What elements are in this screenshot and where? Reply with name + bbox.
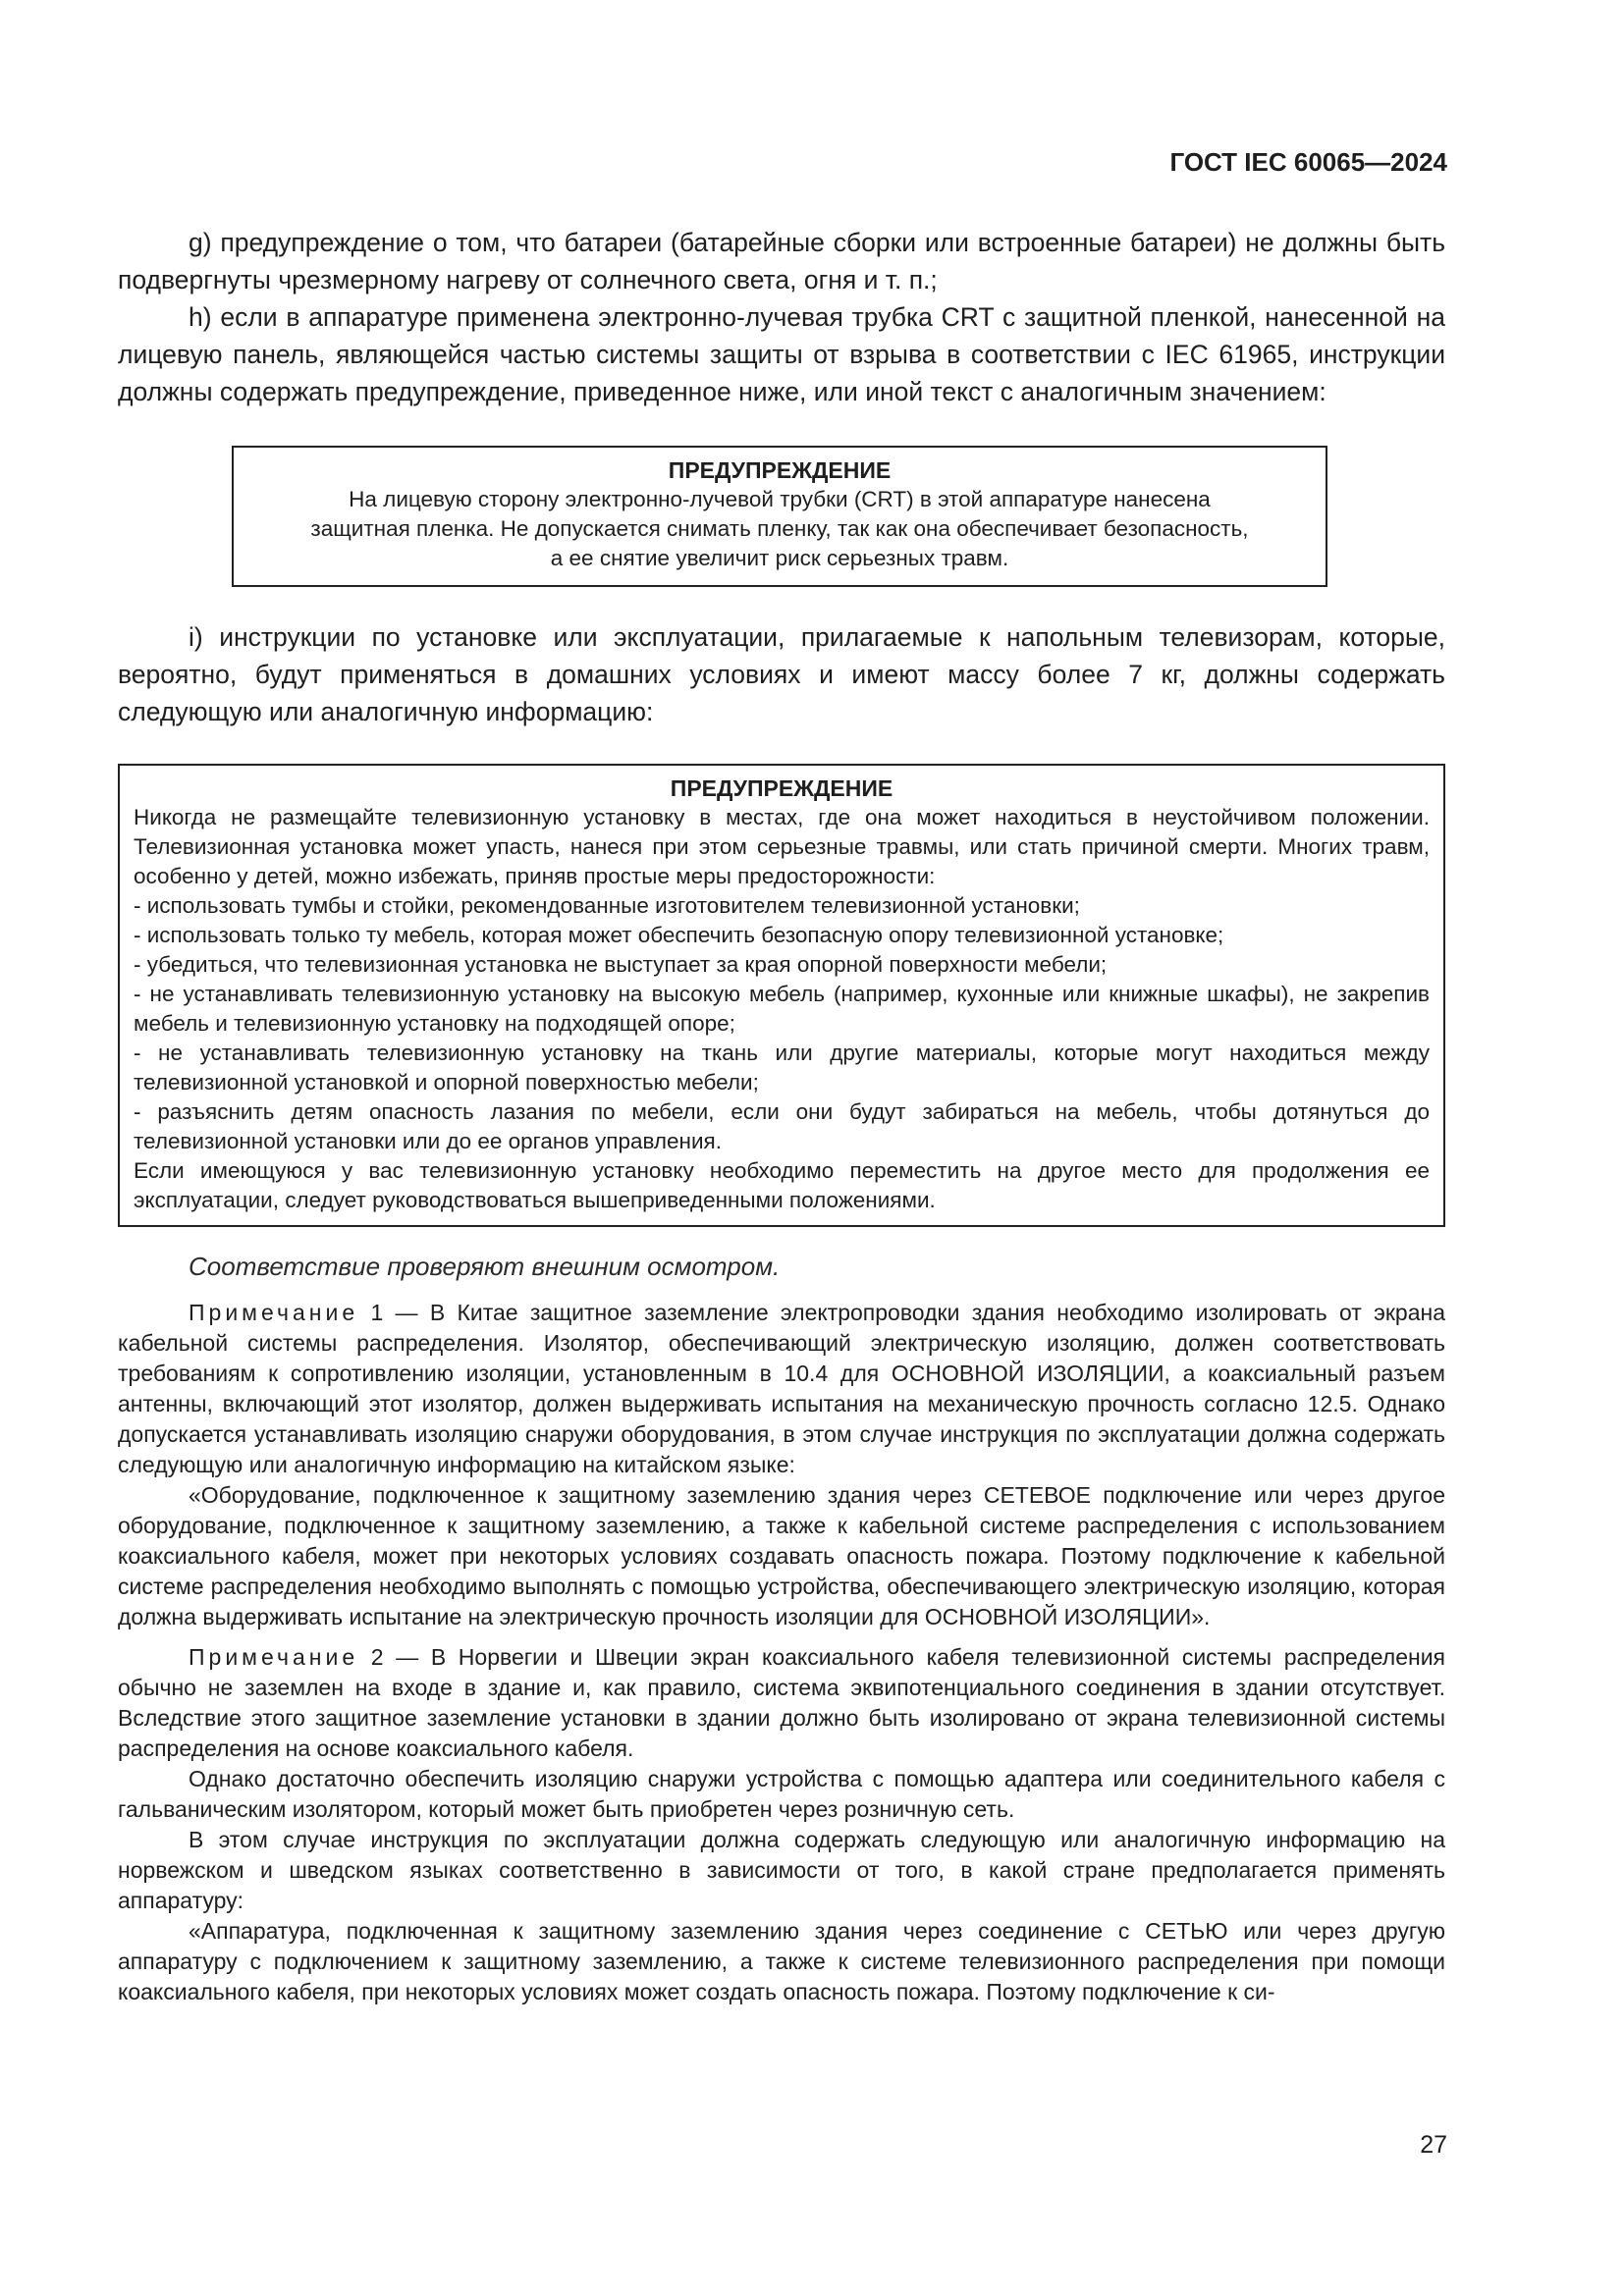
note-1-text: 1 — В Китае защитное заземление электропроводки здания необходимо изолировать от экрана кабельной системы распределения. Изолятор, обеспечивающий электрическую изоляцию, должен соответствовать требованиям к сопротивлению изоляции, установленным в 10.4 для ОСНОВНОЙ ИЗОЛЯЦИИ, а коаксиальный разъем антенны, включающий этот изолятор, должен выдерживать испытания на механическую прочность согласно 12.5. Однако допускается устанавливать изоляцию снаружи оборудования, в этом случае инструкция по эксплуатации должна содержать следующую или аналогичную информацию на китайском языке: bbox=[118, 1300, 1445, 1477]
warning-item: - использовать только ту мебель, которая может обеспечить безопасную опору телевизионной установке; bbox=[134, 923, 1224, 947]
paragraph-i: i) инструкции по установке или эксплуатации, прилагаемые к напольным телевизорам, которые, вероятно, будут применяться в домашних условиях и имеют массу более 7 кг, должны содержать следующую или аналогичную информацию: bbox=[118, 622, 1445, 726]
item-list-i bbox=[118, 618, 1445, 730]
paragraph-g: g) предупреждение о том, что батареи (батарейные сборки или встроенные батареи) не должны быть подвергнуты чрезмерному нагреву от солнечного света, огня и т. п.; bbox=[118, 228, 1445, 294]
note-1-quote: «Оборудование, подключенное к защитному заземлению здания через СЕТЕВОЕ подключение или через другое оборудование, подключенное к защитному заземлению, а также к кабельной системе распределения с использованием коаксиального кабеля, может при некоторых условиях создавать опасность пожара. Поэтому подключение к кабельной системе распределения необходимо выполнять с помощью устройства, обеспечивающего электрическую изоляцию, которая должна выдерживать испытание на электрическую прочность изоляции для ОСНОВНОЙ ИЗОЛЯЦИИ». bbox=[118, 1482, 1445, 1629]
note-2-text: 2 — В Норвегии и Швеции экран коаксиального кабеля телевизионной системы распределения обычно не заземлен на входе в здание и, как правило, система эквипотенциального соединения в здании отсутствует. Вследствие этого защитное заземление установки в здании должно быть изолировано от экрана телевизионной системы распределения на основе коаксиального кабеля. bbox=[118, 1644, 1445, 1761]
warning-item: - использовать тумбы и стойки, рекомендованные изготовителем телевизионной установки; bbox=[134, 893, 1080, 918]
warning-box-crt bbox=[232, 446, 1327, 587]
item-list-upper bbox=[118, 224, 1445, 410]
document-id-header: ГОСТ IEC 60065—2024 bbox=[1169, 147, 1447, 177]
notes-section bbox=[118, 1298, 1445, 2007]
warning-box-tv-stability bbox=[118, 764, 1445, 1227]
warning-line: На лицевую сторону электронно-лучевой трубки (CRT) в этой аппаратуре нанесена bbox=[349, 487, 1211, 511]
warning-item: - разъяснить детям опасность лазания по мебели, если они будут забираться на мебель, чтобы дотянуться до телевизионной установки или до ее органов управления. bbox=[134, 1099, 1430, 1153]
note-2-paragraph: В этом случае инструкция по эксплуатации должна содержать следующую или аналогичную информацию на норвежском и шведском языках соответственно в зависимости от того, в какой стране предполагается применять аппаратуру: bbox=[118, 1827, 1445, 1913]
note-1 bbox=[118, 1298, 1445, 1480]
warning-item: - не устанавливать телевизионную установку на высокую мебель (например, кухонные или книжные шкафы), не закрепив мебель и телевизионную установку на подходящей опоре; bbox=[134, 982, 1430, 1036]
note-2-quote: «Аппаратура, подключенная к защитному заземлению здания через соединение с СЕТЬЮ или через другую аппаратуру с подключением к защитному заземлению, а также к системе телевизионного распределения при помощи коаксиального кабеля, при некоторых условиях может создать опасность пожара. Поэтому подключение к си- bbox=[118, 1918, 1445, 2004]
page-number: 27 bbox=[1420, 2131, 1447, 2159]
note-2-paragraph: Однако достаточно обеспечить изоляцию снаружи устройства с помощью адаптера или соединительного кабеля с гальваническим изолятором, который может быть приобретен через розничную сеть. bbox=[118, 1766, 1445, 1822]
warning-intro: Никогда не размещайте телевизионную установку в местах, где она может находиться в неустойчивом положении. Телевизионная установка может упасть, нанеся при этом серьезные травмы, или стать причиной смерти. Многих травм, особенно у детей, можно избежать, приняв простые меры предосторожности: bbox=[134, 805, 1430, 888]
page-content bbox=[118, 224, 1445, 2007]
note-label: Примечание bbox=[189, 1300, 359, 1325]
note-label: Примечание bbox=[189, 1644, 359, 1670]
compliance-check-text: Соответствие проверяют внешним осмотром. bbox=[189, 1252, 781, 1281]
warning-item: - не устанавливать телевизионную установку на ткань или другие материалы, которые могут находиться между телевизионной установкой и опорной поверхностью мебели; bbox=[134, 1041, 1430, 1095]
note-2 bbox=[118, 1642, 1445, 1764]
warning-line: а ее снятие увеличит риск серьезных травм. bbox=[550, 546, 1009, 570]
warning-title: ПРЕДУПРЕЖДЕНИЕ bbox=[668, 457, 892, 483]
warning-item: - убедиться, что телевизионная установка не выступает за края опорной поверхности мебели; bbox=[134, 952, 1108, 977]
warning-line: защитная пленка. Не допускается снимать пленку, так как она обеспечивает безопасность, bbox=[310, 516, 1249, 541]
warning-outro: Если имеющуюся у вас телевизионную установку необходимо переместить на другое место для продолжения ее эксплуатации, следует руководствоваться вышеприведенными положениями. bbox=[134, 1158, 1430, 1212]
warning-title: ПРЕДУПРЕЖДЕНИЕ bbox=[670, 775, 893, 801]
paragraph-h: h) если в аппаратуре применена электронно-лучевая трубка CRT с защитной пленкой, нанесенной на лицевую панель, являющейся частью системы защиты от взрыва в соответствии с IEC 61965, инструкции должны содержать предупреждение, приведенное ниже, или иной текст с аналогичным значением: bbox=[118, 302, 1445, 406]
